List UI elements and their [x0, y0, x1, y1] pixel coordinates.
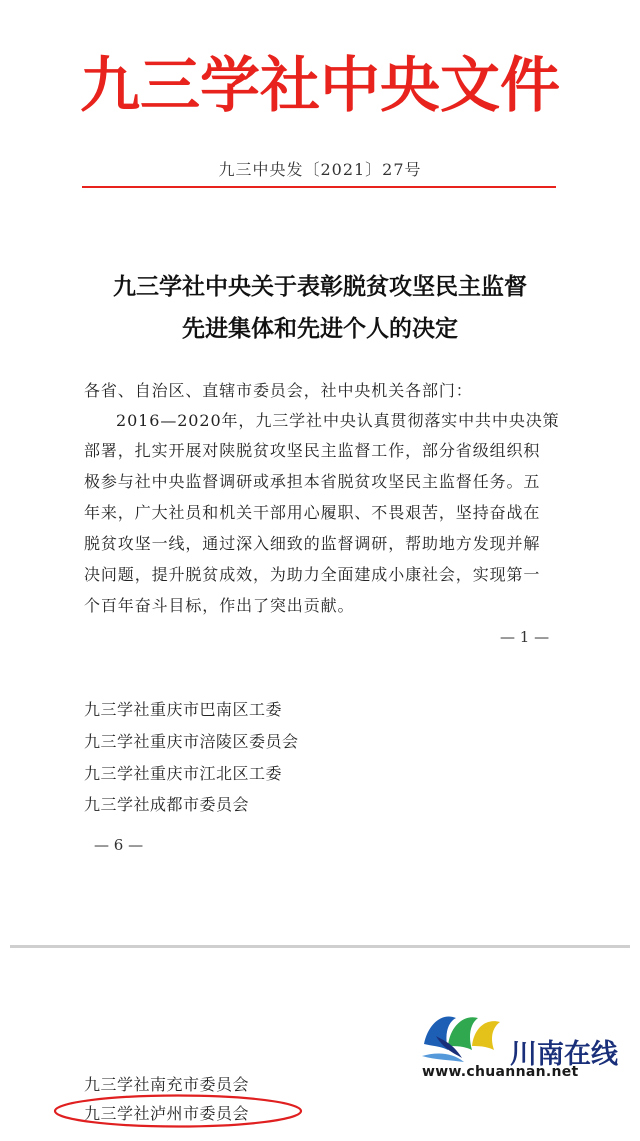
page-number-6: — 6 — — [94, 836, 144, 854]
org-list-item-highlighted: 九三学社泸州市委员会 — [84, 1104, 250, 1123]
body-line: 部署，扎实开展对陕脱贫攻坚民主监督工作，部分省级组织积 — [84, 441, 541, 460]
red-divider-line — [82, 186, 556, 188]
document-header-title: 九三学社中央文件 — [80, 51, 560, 121]
org-list-item: 九三学社南充市委员会 — [84, 1075, 250, 1094]
org-list-item: 九三学社重庆市江北区工委 — [84, 764, 283, 783]
body-line: 决问题，提升脱贫成效，为助力全面建成小康社会，实现第一 — [84, 565, 541, 584]
watermark-name: 川南在线 — [510, 1039, 618, 1070]
body-line: 年来，广大社员和机关干部用心履职、不畏艰苦，坚持奋战在 — [84, 503, 541, 522]
page-separator — [10, 945, 630, 948]
org-list-item: 九三学社重庆市涪陵区委员会 — [84, 732, 299, 751]
org-list-item: 九三学社成都市委员会 — [84, 795, 250, 814]
body-line: 脱贫攻坚一线，通过深入细致的监督调研，帮助地方发现并解 — [84, 534, 541, 553]
body-line: 极参与社中央监督调研或承担本省脱贫攻坚民主监督任务。五 — [84, 472, 541, 491]
chuannan-logo — [418, 1006, 628, 1086]
page-number-1: — 1 — — [500, 628, 550, 646]
document-number: 九三中央发〔2021〕27号 — [218, 160, 422, 179]
watermark-url: www.chuannan.net — [422, 1064, 579, 1080]
decision-title-line-1: 九三学社中央关于表彰脱贫攻坚民主监督 — [113, 273, 527, 300]
org-list-item: 九三学社重庆市巴南区工委 — [84, 700, 283, 719]
decision-title-line-2: 先进集体和先进个人的决定 — [182, 315, 458, 342]
body-line: 2016—2020年，九三学社中央认真贯彻落实中共中央决策 — [116, 411, 560, 430]
salutation-line: 各省、自治区、直辖市委员会，社中央机关各部门： — [84, 381, 473, 400]
chuannan-logo-icon — [418, 1006, 518, 1068]
body-line: 个百年奋斗目标，作出了突出贡献。 — [84, 596, 355, 615]
highlight-ellipse — [52, 1093, 304, 1129]
